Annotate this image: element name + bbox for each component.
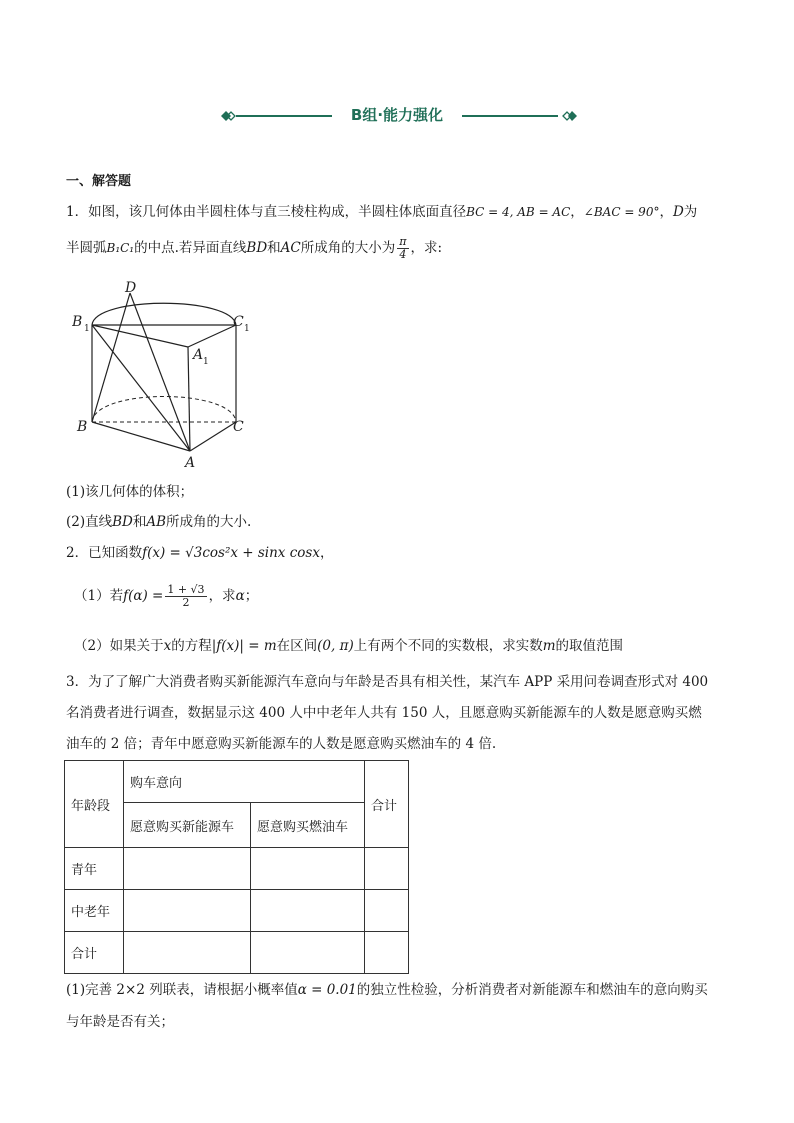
q2-line-1: [66, 541, 333, 561]
label-d: D: [125, 280, 137, 296]
q2-text: （1）若: [74, 588, 124, 604]
fraction-numerator: 1 + √3: [167, 583, 205, 596]
q3-line-2: 名消费者进行调查，数据显示这 400 人中中老年人共有 150 人，且愿意购买新能源车的人数是愿意购买燃: [66, 705, 702, 721]
q1-text: (2)直线: [66, 514, 113, 530]
table-cell: [124, 932, 251, 974]
q2-text: 在区间: [276, 638, 318, 654]
line-d-b: [92, 293, 130, 422]
q2-alpha: α: [235, 588, 245, 604]
diamond-ornament-right-icon: [556, 108, 578, 124]
q2-part-2: [74, 634, 623, 654]
q1-text: 1．如图，该几何体由半圆柱体与直三棱柱构成，半圆柱体底面直径: [66, 204, 467, 220]
table-cell: [251, 890, 365, 932]
q2-part-1: [74, 584, 258, 609]
q1-text: 为: [683, 204, 698, 220]
q3-line-3: 油车的 2 倍；青年中愿意购买新能源车的人数是愿意购买燃油车的 4 倍.: [66, 736, 497, 752]
q3-subquestion-1: [66, 978, 708, 998]
q3-line-1: 3．为了了解广大消费者购买新能源汽车意向与年龄是否具有相关性，某汽车 APP 采用问卷调查形式对 400: [66, 674, 709, 690]
q2-text: 的方程: [171, 638, 212, 654]
label-b1-sub: 1: [84, 324, 90, 334]
q2-text: ；: [244, 588, 259, 604]
q1-formula-bc: BC = 4, AB = AC: [466, 205, 571, 219]
label-a1-sub: 1: [203, 357, 209, 367]
q1-formula-angle: ∠BAC = 90°: [583, 205, 660, 219]
geometry-figure: [72, 276, 262, 472]
q2-text: ，求: [208, 588, 236, 604]
contingency-table: [64, 760, 409, 974]
q1-point-d: D: [672, 204, 684, 220]
top-arc: [92, 303, 236, 325]
fraction-numerator: π: [399, 235, 407, 248]
table-cell: [365, 890, 409, 932]
section-heading: 一、解答题: [66, 174, 132, 189]
q2-interval: (0, π): [317, 638, 354, 654]
q2-text: 2．已知函数: [66, 545, 143, 561]
q2-function: f(x) = √3cos²x + sinx cosx: [142, 545, 320, 561]
row-label-youth: 青年: [65, 848, 124, 890]
diamond-ornament-left-icon: [216, 108, 238, 124]
table-cell: [365, 932, 409, 974]
q2-var-m: m: [542, 638, 556, 654]
q2-text: （2）如果关于: [74, 638, 164, 654]
q2-var-x: x: [163, 638, 172, 654]
line-d-a: [130, 293, 190, 451]
q2-text: 上有两个不同的实数根，求实数: [353, 638, 543, 654]
label-a: A: [185, 455, 196, 471]
row-label-total: 合计: [65, 932, 124, 974]
q1-text: 所成角的大小为: [300, 240, 396, 256]
table-cell: [251, 848, 365, 890]
banner-line-right: [462, 115, 558, 117]
table-cell: [251, 932, 365, 974]
edge-b-a: [92, 422, 190, 451]
fraction-denominator: 4: [399, 248, 407, 261]
q1-subquestion-2: [66, 510, 251, 530]
q1-text: 和: [267, 240, 281, 256]
header-total: 合计: [365, 761, 409, 848]
fraction-denominator: 2: [182, 596, 190, 609]
q1-text: 半圆弧: [66, 240, 107, 256]
header-age: 年龄段: [65, 761, 124, 848]
q1-line-bd: BD: [246, 240, 268, 256]
edge-c1-a1: [188, 325, 236, 347]
q2-text: 的取值范围: [555, 638, 624, 654]
q1-line-ab: AB: [146, 514, 167, 530]
q1-comma: ，: [570, 204, 584, 220]
q1-comma: ，: [659, 204, 673, 220]
label-b: B: [77, 419, 88, 435]
q1-text: ，求:: [410, 240, 443, 256]
table-cell: [365, 848, 409, 890]
label-a1: A: [193, 347, 204, 363]
header-fuel: 愿意购买燃油车: [251, 803, 365, 848]
banner-line-left: [236, 115, 332, 117]
q1-arc: B₁C₁: [106, 241, 135, 255]
q1-line-bd: BD: [112, 514, 133, 530]
q3-alpha: α = 0.01: [297, 982, 357, 998]
table-cell: [124, 848, 251, 890]
q2-f-alpha: f(α) =: [123, 588, 164, 604]
edge-c-a: [190, 422, 236, 451]
edge-a-a1: [188, 347, 190, 451]
q2-fraction: [165, 584, 206, 609]
q1-text: 的中点.若异面直线: [134, 240, 247, 256]
header-ev: 愿意购买新能源车: [124, 803, 251, 848]
header-intent: 购车意向: [124, 761, 365, 803]
q1-text: 和: [132, 514, 147, 530]
label-c1-sub: 1: [244, 324, 250, 334]
label-b1: B: [72, 314, 83, 330]
row-label-middle-aged: 中老年: [65, 890, 124, 932]
q1-subquestion-1: (1)该几何体的体积；: [66, 484, 194, 500]
q1-line-ac: AC: [280, 240, 301, 256]
q3-subquestion-1-cont: 与年龄是否有关；: [66, 1014, 174, 1030]
q1-line-2: [66, 236, 442, 261]
label-c: C: [233, 419, 244, 435]
q2-equation: |f(x)| = m: [211, 638, 277, 654]
q2-text: ，: [319, 545, 334, 561]
q1-text: 所成角的大小.: [166, 514, 252, 530]
q1-fraction: [397, 236, 408, 261]
q3-text: 的独立性检验，分析消费者对新能源车和燃油车的意向购买: [356, 982, 708, 998]
banner-title: B组·能力强化: [350, 106, 444, 124]
label-c1: C: [233, 314, 244, 330]
table-cell: [124, 890, 251, 932]
q3-text: (1)完善 2×2 列联表，请根据小概率值: [66, 982, 298, 998]
q1-line-1: [66, 200, 697, 220]
